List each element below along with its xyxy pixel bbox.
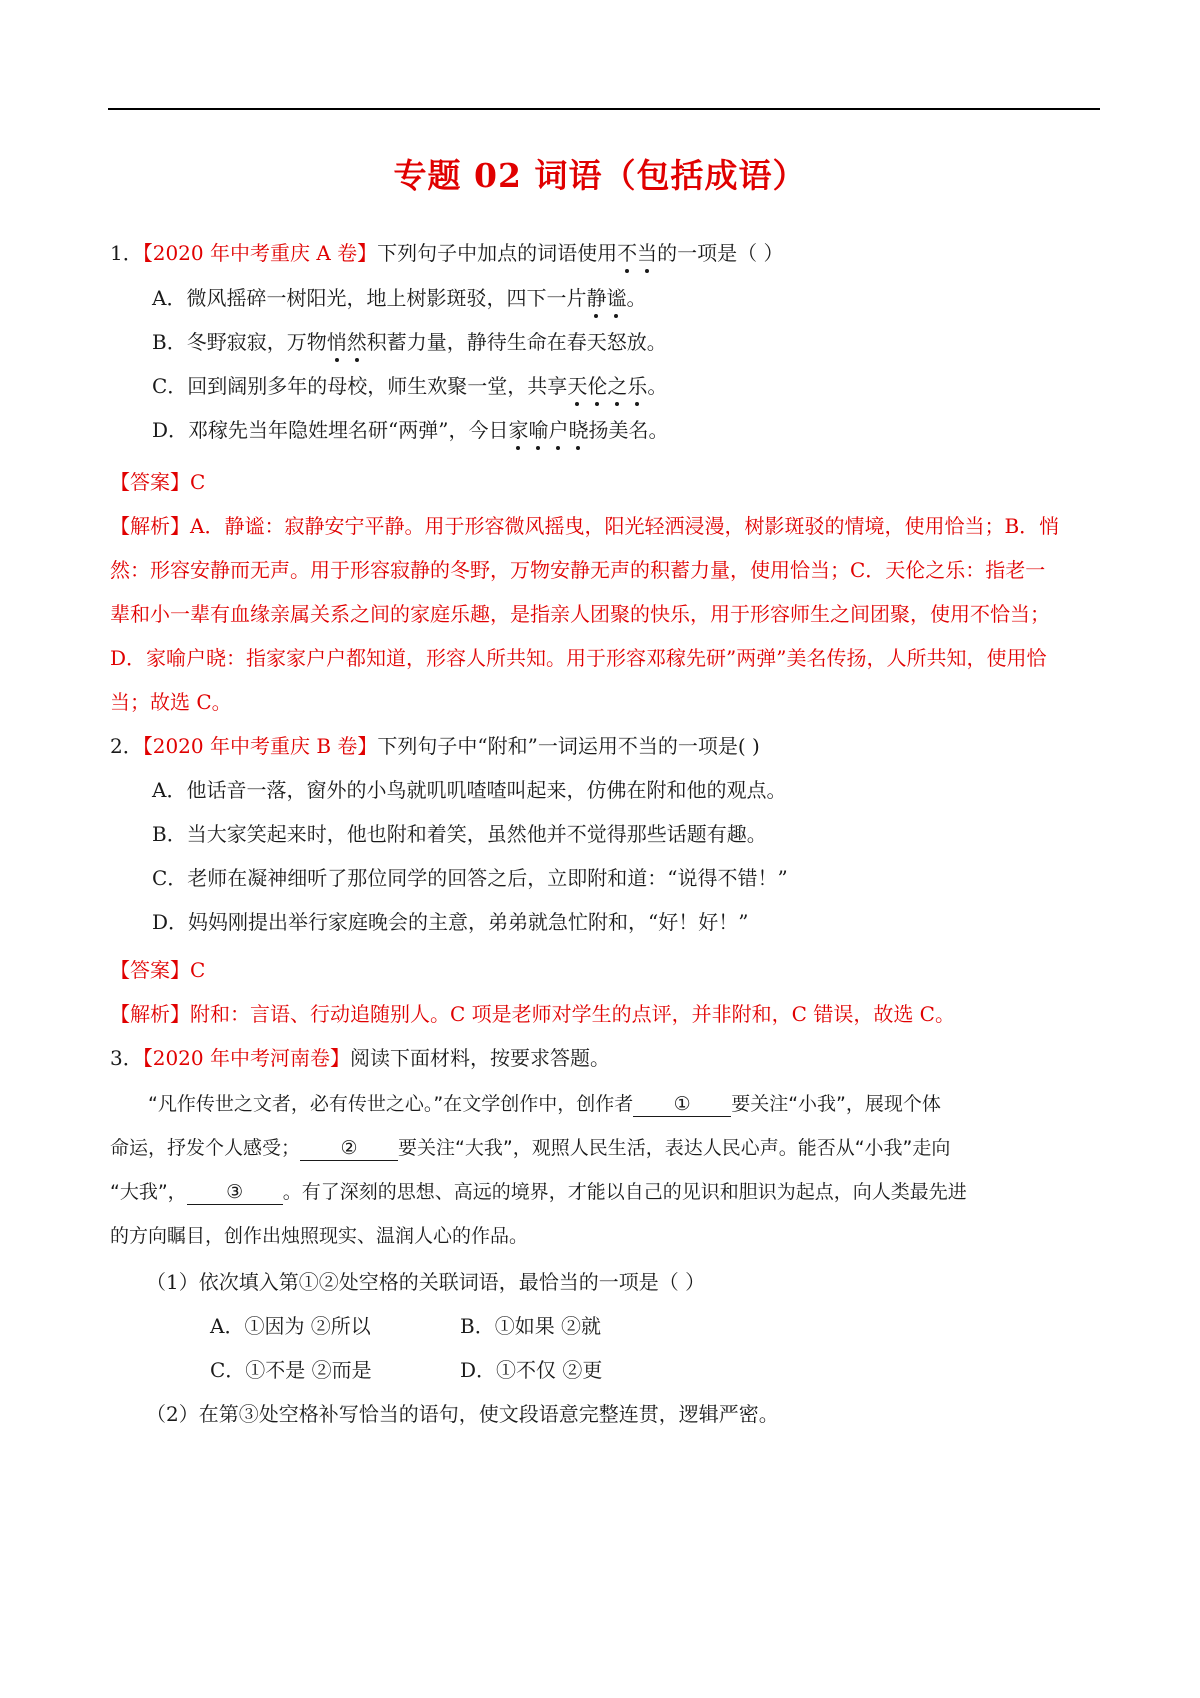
dotted-char: 不 — [617, 238, 637, 268]
dotted-char: 晓 — [568, 415, 588, 445]
q1-source-tag: 【2020 年中考重庆 A 卷】 — [142, 241, 378, 265]
dotted-char: 天 — [567, 371, 587, 401]
q3-stem — [110, 1043, 610, 1073]
dotted-char: 之 — [607, 371, 627, 401]
q1-analysis-line: D．家喻户晓：指家家户户都知道，形容人所共知。用于形容邓稼先研”两弹”美名传扬，人所共知，使用恰 — [110, 646, 1047, 670]
q3-passage-line — [110, 1133, 950, 1163]
q1-option-c — [152, 371, 667, 401]
dotted-char: 悄 — [327, 327, 347, 357]
q3-sub2: （2）在第③处空格补写恰当的语句，使文段语意完整连贯，逻辑严密。 — [146, 1402, 779, 1426]
blank-3: ③ — [187, 1180, 283, 1205]
dotted-char: 静 — [586, 283, 606, 313]
page-title: 专题 02 词语（包括成语） — [393, 156, 807, 195]
q3-passage-line — [148, 1089, 941, 1119]
q1-analysis-line: 当；故选 C。 — [110, 690, 232, 714]
q2-stem-text: 下列句子中“附和”一词运用不当的一项是( ) — [377, 734, 760, 758]
sub1-option-d: D．①不仅 ②更 — [460, 1358, 603, 1382]
q1-stem — [110, 238, 784, 268]
q2-option-b: B．当大家笑起来时，他也附和着笑，虽然他并不觉得那些话题有趣。 — [152, 822, 767, 846]
passage-text: 要关注“大我”，观照人民生活，表达人民心声。能否从“小我”走向 — [398, 1137, 951, 1159]
q3-number: 3． — [110, 1046, 143, 1070]
option-text: B．冬野寂寂，万物 — [152, 330, 327, 354]
q3-source-tag: 【2020 年中考河南卷】 — [142, 1046, 350, 1070]
q1-analysis-line: 然：形容安静而无声。用于形容寂静的冬野，万物安静无声的积蓄力量，使用恰当；C．天伦之乐：指老一 — [110, 558, 1046, 582]
sub1-option-b: B．①如果 ②就 — [460, 1314, 602, 1338]
passage-text: 。有了深刻的思想、高远的境界，才能以自己的见识和胆识为起点，向人类最先进 — [282, 1181, 967, 1203]
q1-number: 1． — [110, 241, 143, 265]
q1-answer: 【答案】C — [110, 470, 206, 494]
q3-sub1: （1）依次填入第①②处空格的关联词语，最恰当的一项是（ ） — [146, 1270, 706, 1294]
passage-text: “凡作传世之文者，必有传世之心。”在文学创作中，创作者 — [148, 1093, 634, 1115]
passage-text: “大我”， — [110, 1181, 187, 1203]
option-text: 。 — [647, 374, 668, 398]
q2-number: 2． — [110, 734, 143, 758]
q3-passage-line: 的方向瞩目，创作出烛照现实、温润人心的作品。 — [110, 1225, 529, 1247]
q3-sub1-options-row — [210, 1355, 602, 1385]
option-text: 积蓄力量，静待生命在春天怒放。 — [366, 330, 667, 354]
option-text: 。 — [626, 286, 647, 310]
dotted-char: 家 — [508, 415, 528, 445]
sub1-option-a: A．①因为 ②所以 — [210, 1314, 371, 1338]
q1-option-d — [152, 415, 668, 445]
q2-stem — [110, 731, 760, 761]
sub1-option-c: C．①不是 ②而是 — [210, 1358, 372, 1382]
option-text: C．回到阔别多年的母校，师生欢聚一堂，共享 — [152, 374, 568, 398]
q1-stem-end: 的一项是（ ） — [657, 241, 784, 265]
option-text: D．邓稼先当年隐姓埋名研“两弹”，今日 — [152, 418, 509, 442]
q1-analysis-line: 【解析】A．静谧：寂静安宁平静。用于形容微风摇曳，阳光轻洒浸漫，树影斑驳的情境，使用恰当；B．悄 — [110, 514, 1060, 538]
option-text: A．微风摇碎一树阳光，地上树影斑驳，四下一片 — [152, 286, 587, 310]
passage-text: 命运，抒发个人感受； — [110, 1137, 301, 1159]
q1-option-b — [152, 327, 667, 357]
q1-analysis-line: 辈和小一辈有血缘亲属关系之间的家庭乐趣，是指亲人团聚的快乐，用于形容师生之间团聚，使用不恰当； — [110, 602, 1050, 626]
dotted-char: 喻 — [528, 415, 548, 445]
q2-option-c: C．老师在凝神细听了那位同学的回答之后，立即附和道：“说得不错！” — [152, 866, 788, 890]
q1-option-a — [152, 283, 646, 313]
q3-sub1-options-row — [210, 1311, 601, 1341]
dotted-char: 乐 — [627, 371, 647, 401]
q2-option-d: D．妈妈刚提出举行家庭晚会的主意，弟弟就急忙附和，“好！好！” — [152, 910, 749, 934]
q2-answer: 【答案】C — [110, 958, 206, 982]
q2-option-a: A．他话音一落，窗外的小鸟就叽叽喳喳叫起来，仿佛在附和他的观点。 — [152, 778, 787, 802]
dotted-char: 当 — [637, 238, 657, 268]
q3-passage-line — [110, 1177, 967, 1207]
q2-source-tag: 【2020 年中考重庆 B 卷】 — [142, 734, 378, 758]
passage-text: 要关注“小我”，展现个体 — [731, 1093, 941, 1115]
blank-2: ② — [300, 1136, 398, 1161]
dotted-char: 谧 — [606, 283, 626, 313]
q3-stem-text: 阅读下面材料，按要求答题。 — [350, 1046, 610, 1070]
q1-stem-text: 下列句子中加点的词语使用 — [377, 241, 618, 265]
dotted-char: 伦 — [587, 371, 607, 401]
header-rule — [108, 108, 1100, 110]
dotted-char: 户 — [548, 415, 568, 445]
blank-1: ① — [633, 1092, 731, 1117]
option-text: 扬美名。 — [588, 418, 669, 442]
dotted-char: 然 — [347, 327, 367, 357]
q2-analysis: 【解析】附和：言语、行动追随别人。C 项是老师对学生的点评，并非附和，C 错误，故选 C。 — [110, 1002, 955, 1026]
